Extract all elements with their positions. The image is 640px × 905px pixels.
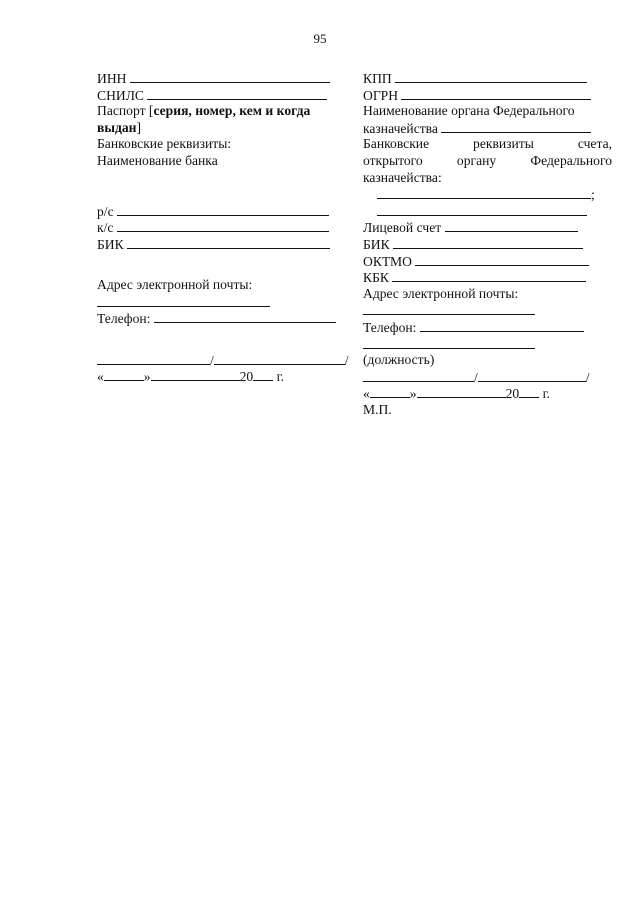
kbk-field xyxy=(363,269,612,286)
month-blank[interactable] xyxy=(151,368,240,381)
snils-label: СНИЛС xyxy=(97,87,144,103)
passport-hint: серия, номер, кем и когда xyxy=(153,103,311,119)
signature-separator-end: / xyxy=(585,369,590,385)
oktmo-label: ОКТМО xyxy=(363,253,412,269)
phone-label: Телефон: xyxy=(363,319,417,335)
bank-details-heading: Банковские реквизиты: xyxy=(97,136,232,152)
ogrn-field xyxy=(363,87,612,104)
personal-account-label: Лицевой счет xyxy=(363,220,442,236)
date-year-suffix: г. xyxy=(276,369,285,385)
inn-field xyxy=(97,70,337,87)
account-details-label-cont xyxy=(363,153,612,170)
month-blank[interactable] xyxy=(417,385,506,398)
date-quote-open: « xyxy=(363,386,370,402)
phone-field xyxy=(97,310,337,327)
signature-separator-end: / xyxy=(344,352,349,368)
bik-field xyxy=(97,236,337,253)
email-blank[interactable] xyxy=(363,302,535,315)
bik-label: БИК xyxy=(363,236,390,252)
word: счета, xyxy=(577,136,612,152)
passport-label: Паспорт [ xyxy=(97,103,154,119)
name-blank[interactable] xyxy=(214,352,345,365)
treasury-details-column xyxy=(363,70,612,418)
kbk-label: КБК xyxy=(363,270,389,286)
phone-field xyxy=(363,319,612,336)
passport-field-cont xyxy=(97,120,337,137)
email-label: Адрес электронной почты: xyxy=(363,285,519,301)
date-year-prefix: 20 xyxy=(239,369,254,385)
oktmo-field xyxy=(363,253,612,270)
word: реквизиты xyxy=(473,136,534,152)
ks-blank[interactable] xyxy=(117,219,329,232)
email-label: Адрес электронной почты: xyxy=(97,277,253,293)
snils-field xyxy=(97,87,337,104)
bik-blank[interactable] xyxy=(127,236,330,249)
account-details-label xyxy=(363,136,612,153)
signature-separator: / xyxy=(474,369,478,385)
signature-blank[interactable] xyxy=(363,369,474,382)
personal-account-field xyxy=(363,219,612,236)
email-blank[interactable] xyxy=(97,294,270,307)
date-quote-close: » xyxy=(143,369,151,385)
name-blank[interactable] xyxy=(478,369,586,382)
account-blank-2[interactable] xyxy=(377,203,587,216)
ks-field xyxy=(97,219,337,236)
page-number: 95 xyxy=(313,31,327,46)
year-blank[interactable] xyxy=(253,368,273,381)
snils-blank[interactable] xyxy=(147,87,327,100)
account-blank-1[interactable] xyxy=(377,186,591,199)
passport-field xyxy=(97,103,337,120)
ogrn-label: ОГРН xyxy=(363,87,399,103)
word: органу xyxy=(456,152,497,168)
year-blank[interactable] xyxy=(519,385,539,398)
date-field xyxy=(363,385,612,402)
phone-blank[interactable] xyxy=(154,310,336,323)
bik-blank[interactable] xyxy=(393,236,583,249)
passport-bracket: ] xyxy=(136,119,141,135)
kbk-blank[interactable] xyxy=(392,269,586,282)
word: Банковские xyxy=(363,136,430,152)
organ-name-label: Наименование органа Федерального xyxy=(363,103,575,119)
position-blank[interactable] xyxy=(363,336,535,349)
word: Федерального xyxy=(530,152,612,168)
organ-name-label-cont: казначейства xyxy=(363,120,438,136)
kpp-label: КПП xyxy=(363,71,392,86)
oktmo-blank[interactable] xyxy=(415,253,589,266)
organ-name-blank[interactable] xyxy=(441,120,591,133)
bik-field xyxy=(363,236,612,253)
rs-field xyxy=(97,203,337,220)
passport-hint-cont: выдан xyxy=(97,119,137,135)
ks-label: к/с xyxy=(97,220,114,236)
date-quote-close: » xyxy=(409,386,417,402)
date-quote-open: « xyxy=(97,369,104,385)
personal-account-blank[interactable] xyxy=(445,219,578,232)
bank-name-label: Наименование банка xyxy=(97,152,218,168)
inn-blank[interactable] xyxy=(130,70,330,83)
signature-field xyxy=(97,352,349,369)
date-year-suffix: г. xyxy=(542,386,551,402)
account-details-label-end: казначейства: xyxy=(363,169,442,185)
phone-blank[interactable] xyxy=(420,319,584,332)
account-field-2 xyxy=(363,203,612,220)
position-field xyxy=(363,336,612,353)
day-blank[interactable] xyxy=(104,368,144,381)
kpp-field xyxy=(363,70,612,87)
recipient-details-column xyxy=(97,70,349,385)
word: открытого xyxy=(363,152,423,168)
rs-blank[interactable] xyxy=(117,203,329,216)
date-field xyxy=(97,368,337,385)
ogrn-blank[interactable] xyxy=(401,87,591,100)
date-year-prefix: 20 xyxy=(505,386,520,402)
position-label: (должность) xyxy=(363,352,435,368)
email-field xyxy=(363,302,612,319)
account-semicolon: ; xyxy=(591,187,595,203)
kpp-blank[interactable] xyxy=(395,70,587,83)
inn-label: ИНН xyxy=(97,71,127,86)
signature-separator: / xyxy=(210,352,214,368)
rs-label: р/с xyxy=(97,203,114,219)
organ-name-field xyxy=(363,120,612,137)
signature-field xyxy=(363,369,612,386)
email-field xyxy=(97,294,337,311)
signature-blank[interactable] xyxy=(97,352,210,365)
stamp-label: М.П. xyxy=(363,401,392,417)
day-blank[interactable] xyxy=(370,385,410,398)
bik-label: БИК xyxy=(97,236,124,252)
account-field-1 xyxy=(363,186,612,203)
phone-label: Телефон: xyxy=(97,311,151,327)
